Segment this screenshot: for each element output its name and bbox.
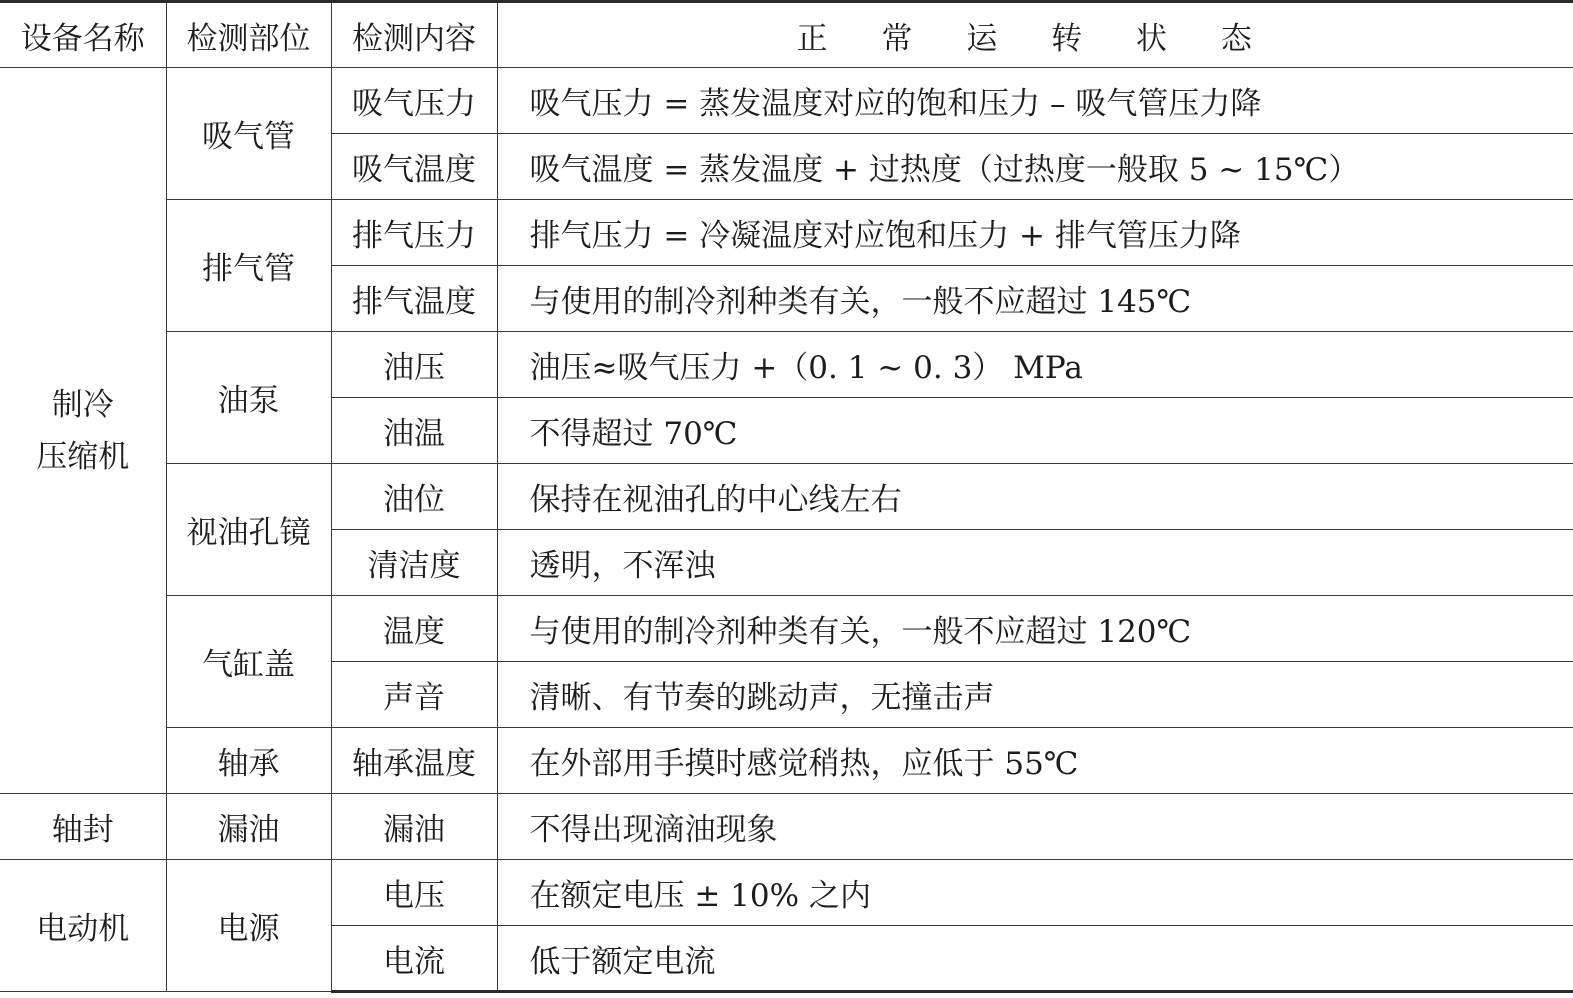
table-row — [0, 200, 1573, 266]
part-discharge-pipe: 排气管 — [166, 200, 331, 332]
item-cell: 电流 — [331, 926, 497, 992]
item-cell: 清洁度 — [331, 530, 497, 596]
part-oil-pump: 油泵 — [166, 332, 331, 464]
item-cell: 油压 — [331, 332, 497, 398]
table-row — [0, 728, 1573, 794]
table-row — [0, 464, 1573, 530]
part-oil-leak: 漏油 — [166, 794, 331, 860]
state-cell: 吸气压力 = 蒸发温度对应的饱和压力 – 吸气管压力降 — [497, 68, 1573, 134]
state-cell: 保持在视油孔的中心线左右 — [497, 464, 1573, 530]
state-cell: 与使用的制冷剂种类有关，一般不应超过 145℃ — [497, 266, 1573, 332]
state-cell: 不得超过 70℃ — [497, 398, 1573, 464]
header-normal-state: 正 常 运 转 状 态 — [497, 2, 1573, 68]
state-cell: 吸气温度 = 蒸发温度 + 过热度（过热度一般取 5 ~ 15℃） — [497, 134, 1573, 200]
part-suction-pipe: 吸气管 — [166, 68, 331, 200]
header-inspection-part: 检测部位 — [166, 2, 331, 68]
state-cell: 与使用的制冷剂种类有关，一般不应超过 120℃ — [497, 596, 1573, 662]
state-cell: 油压≈吸气压力 +（0. 1 ~ 0. 3） MPa — [497, 332, 1573, 398]
item-cell: 油位 — [331, 464, 497, 530]
state-cell: 低于额定电流 — [497, 926, 1573, 992]
part-sight-glass: 视油孔镜 — [166, 464, 331, 596]
table-row — [0, 860, 1573, 926]
table-row — [0, 332, 1573, 398]
device-cell-shaft-seal: 轴封 — [0, 794, 166, 860]
item-cell: 声音 — [331, 662, 497, 728]
state-cell: 透明，不浑浊 — [497, 530, 1573, 596]
item-cell: 吸气温度 — [331, 134, 497, 200]
item-cell: 排气压力 — [331, 200, 497, 266]
table-row — [0, 68, 1573, 134]
state-cell: 在外部用手摸时感觉稍热，应低于 55℃ — [497, 728, 1573, 794]
state-cell: 不得出现滴油现象 — [497, 794, 1573, 860]
item-cell: 油温 — [331, 398, 497, 464]
state-cell: 清晰、有节奏的跳动声，无撞击声 — [497, 662, 1573, 728]
device-compressor-label — [36, 379, 129, 483]
header-device-name: 设备名称 — [0, 2, 166, 68]
item-cell: 电压 — [331, 860, 497, 926]
item-cell: 温度 — [331, 596, 497, 662]
part-bearing: 轴承 — [166, 728, 331, 794]
part-power-supply: 电源 — [166, 860, 331, 992]
table-row — [0, 596, 1573, 662]
item-cell: 漏油 — [331, 794, 497, 860]
device-cell-motor: 电动机 — [0, 860, 166, 992]
device-compressor-line2: 压缩机 — [36, 438, 130, 475]
item-cell: 轴承温度 — [331, 728, 497, 794]
device-cell-compressor — [0, 68, 166, 794]
device-compressor-line1: 制冷 — [51, 386, 114, 423]
item-cell: 排气温度 — [331, 266, 497, 332]
state-cell: 排气压力 = 冷凝温度对应饱和压力 + 排气管压力降 — [497, 200, 1573, 266]
header-row — [0, 2, 1573, 68]
item-cell: 吸气压力 — [331, 68, 497, 134]
part-cylinder-head: 气缸盖 — [166, 596, 331, 728]
header-inspection-item: 检测内容 — [331, 2, 497, 68]
state-cell: 在额定电压 ± 10% 之内 — [497, 860, 1573, 926]
table-row — [0, 794, 1573, 860]
